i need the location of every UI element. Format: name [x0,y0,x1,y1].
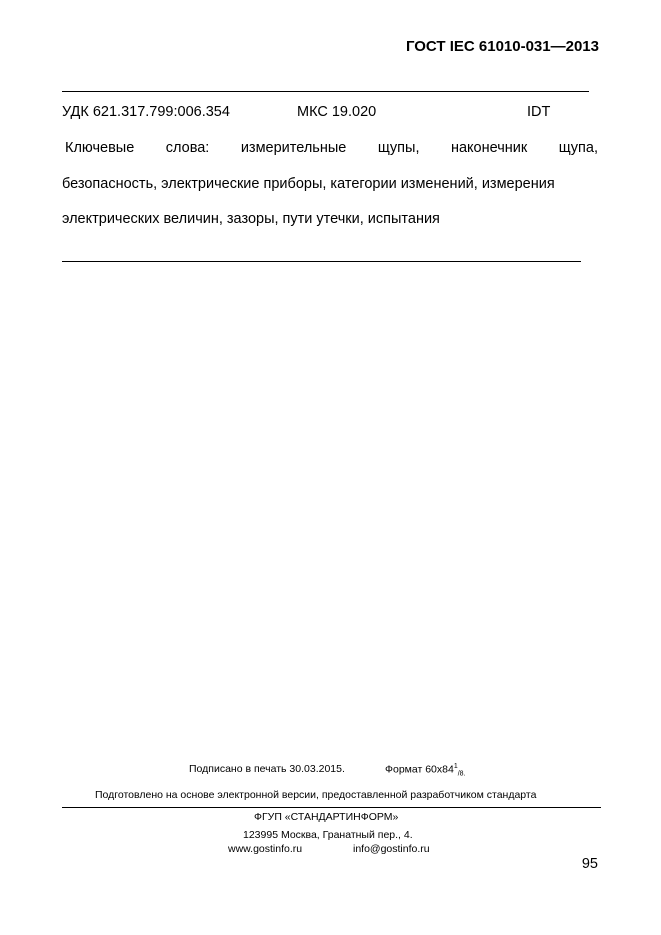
keyword-word: щупы, [377,140,420,156]
imprint-format-label: Формат 60x84 [385,763,454,776]
harmonization-degree: IDT [527,104,551,120]
imprint-format-numerator: 1 [453,763,458,770]
imprint-address: 123995 Москва, Гранатный пер., 4. [243,829,413,841]
imprint-format-denominator: /8. [457,770,466,778]
document-header-title: ГОСТ IEC 61010-031—2013 [405,38,599,55]
imprint-website: www.gostinfo.ru [228,843,303,855]
imprint-format [385,763,466,778]
keywords-line-3: электрических величин, зазоры, пути утечки, испытания [62,211,440,227]
keywords-line-2: безопасность, электрические приборы, категории изменений, измерения [62,176,555,192]
top-divider [62,91,589,92]
mks-code: МКС 19.020 [297,104,377,120]
keywords-line-1 [62,140,598,156]
keyword-word: измерительные [240,140,347,156]
keyword-word: слова: [165,140,210,156]
imprint-prepared-note: Подготовлено на основе электронной версии, предоставленной разработчиком стандарта [95,789,537,801]
page-number: 95 [581,856,598,872]
keyword-word: щупа, [558,140,598,156]
keyword-word: наконечник [450,140,528,156]
imprint-divider [62,807,601,808]
keyword-word: Ключевые [65,140,135,156]
keywords-bottom-divider [62,261,581,262]
imprint-publisher: ФГУП «СТАНДАРТИНФОРМ» [254,811,399,823]
imprint-signed-date: Подписано в печать 30.03.2015. [189,763,345,775]
imprint-email: info@gostinfo.ru [353,843,430,855]
udc-code: УДК 621.317.799:006.354 [62,104,230,120]
